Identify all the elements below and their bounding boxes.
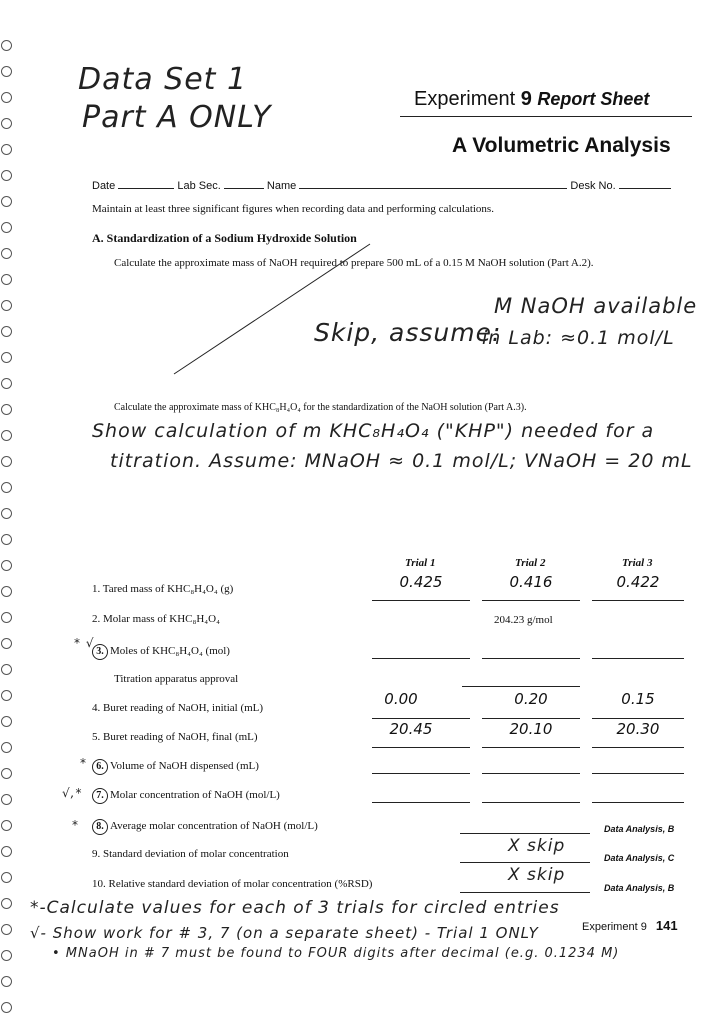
footer-note-show-work: √- Show work for # 3, 7 (on a separate sheet) - Trial 1 ONLY: [30, 924, 539, 942]
row-8-label-wrap: [92, 819, 318, 835]
trial-header-2: Trial 2: [515, 557, 546, 569]
handwritten-show-calc-2: titration. Assume: MNaOH ≈ 0.1 mol/L; VNaOH = 20 mL: [110, 450, 693, 472]
name-field[interactable]: [299, 188, 567, 189]
row-9-note: Data Analysis, C: [604, 853, 675, 863]
row-10-handwritten-skip: X skip: [508, 865, 566, 885]
row-5-trial-2-value: 20.10: [509, 720, 553, 738]
page-footer: [582, 918, 678, 933]
row-7-mark: √,*: [62, 786, 83, 800]
handwritten-naoh-available: M NaOH available: [494, 294, 698, 318]
footer-experiment-label: Experiment 9: [582, 921, 647, 933]
row-6-mark: *: [80, 756, 87, 770]
row-8-average-field[interactable]: [460, 819, 590, 834]
row-3-trial-1-field[interactable]: [372, 644, 470, 659]
row-10-note: Data Analysis, B: [604, 883, 675, 893]
prompt-khp-mass: Calculate the approximate mass of KHC₈H₄O₄ for the standardization of the NaOH solution (Part A.3).: [114, 402, 527, 413]
date-field[interactable]: [118, 188, 174, 189]
desk-no-field[interactable]: [619, 188, 671, 189]
page-subtitle: A Volumetric Analysis: [452, 134, 671, 157]
titration-approval-label: Titration apparatus approval: [114, 673, 239, 685]
row-6-trial-2-field[interactable]: [482, 759, 580, 774]
row-1-label: 1. Tared mass of KHC₈H₄O₄ (g): [92, 583, 234, 595]
row-5-trial-1-value: 20.45: [389, 720, 433, 738]
row-6-label-wrap: [92, 759, 259, 775]
lab-sec-label: Lab Sec.: [177, 180, 221, 192]
row-7-trial-1-field[interactable]: [372, 788, 470, 803]
row-3-label-wrap: [92, 644, 230, 660]
row-7-trial-3-field[interactable]: [592, 788, 684, 803]
row-1-trial-3-value: 0.422: [616, 573, 660, 591]
row-3-number: 3.: [92, 644, 108, 660]
row-4-trial-2-value: 0.20: [514, 690, 548, 708]
row-6-label: Volume of NaOH dispensed (mL): [110, 760, 259, 772]
row-3-mark: * √: [74, 636, 95, 650]
report-sheet-label: Report Sheet: [537, 89, 650, 109]
row-6-trial-3-field[interactable]: [592, 759, 684, 774]
lab-sec-field[interactable]: [224, 188, 264, 189]
footer-note-calculate: *-Calculate values for each of 3 trials for circled entries: [30, 898, 560, 918]
row-3-trial-3-field[interactable]: [592, 644, 684, 659]
handwritten-show-calc-1: Show calculation of m KHC₈H₄O₄ ("KHP") needed for a: [92, 420, 655, 442]
row-1-trial-1-value: 0.425: [399, 573, 443, 591]
name-label: Name: [266, 180, 297, 192]
experiment-title: [414, 88, 649, 111]
handwritten-naoh-in-lab: in Lab: ≈0.1 mol/L: [482, 327, 675, 349]
handwritten-data-set: Data Set 1: [78, 62, 248, 97]
date-label: Date: [92, 180, 116, 192]
row-7-label: Molar concentration of NaOH (mol/L): [110, 789, 280, 801]
experiment-number: 9: [520, 88, 532, 110]
page-number: 141: [655, 918, 678, 933]
row-9-handwritten-skip: X skip: [508, 836, 566, 856]
row-2-label: 2. Molar mass of KHC₈H₄O₄: [92, 613, 220, 625]
row-4-trial-3-value: 0.15: [621, 690, 655, 708]
desk-no-label: Desk No.: [570, 180, 616, 192]
trial-header-1: Trial 1: [405, 557, 436, 569]
row-5-label: 5. Buret reading of NaOH, final (mL): [92, 731, 258, 743]
title-rule: [400, 116, 692, 117]
handwritten-part-a-only: Part A ONLY: [82, 100, 272, 135]
titration-approval-field[interactable]: [462, 672, 580, 687]
row-8-note: Data Analysis, B: [604, 824, 675, 834]
row-7-label-wrap: [92, 788, 280, 804]
row-10-label: 10. Relative standard deviation of molar concentration (%RSD): [92, 878, 373, 890]
molar-mass-value: 204.23 g/mol: [494, 614, 553, 626]
row-5-trial-3-value: 20.30: [616, 720, 660, 738]
section-a-heading: A. Standardization of a Sodium Hydroxide Solution: [92, 231, 357, 245]
trial-header-3: Trial 3: [622, 557, 653, 569]
row-7-trial-2-field[interactable]: [482, 788, 580, 803]
row-3-trial-2-field[interactable]: [482, 644, 580, 659]
row-6-trial-1-field[interactable]: [372, 759, 470, 774]
header-fields: [92, 180, 692, 192]
experiment-label: Experiment: [414, 88, 516, 110]
row-7-number: 7.: [92, 788, 108, 804]
row-1-trial-2-value: 0.416: [509, 573, 553, 591]
row-8-label: Average molar concentration of NaOH (mol/L): [110, 820, 318, 832]
instruction-text: Maintain at least three significant figures when recording data and performing calculations.: [92, 203, 494, 215]
strike-line: [170, 240, 380, 380]
row-6-number: 6.: [92, 759, 108, 775]
row-8-mark: *: [72, 818, 79, 832]
prompt-naoh-mass: Calculate the approximate mass of NaOH required to prepare 500 mL of a 0.15 M NaOH solution (Part A.2).: [114, 257, 594, 269]
row-8-number: 8.: [92, 819, 108, 835]
row-4-label: 4. Buret reading of NaOH, initial (mL): [92, 702, 264, 714]
row-4-trial-1-value: 0.00: [384, 690, 418, 708]
handwritten-skip-assume: Skip, assume:: [314, 318, 502, 347]
binder-holes: [0, 40, 14, 990]
row-9-label: 9. Standard deviation of molar concentration: [92, 848, 289, 860]
footer-note-four-digits: • MNaOH in # 7 must be found to FOUR digits after decimal (e.g. 0.1234 M): [52, 946, 620, 961]
row-3-label: Moles of KHC₈H₄O₄ (mol): [110, 645, 230, 657]
